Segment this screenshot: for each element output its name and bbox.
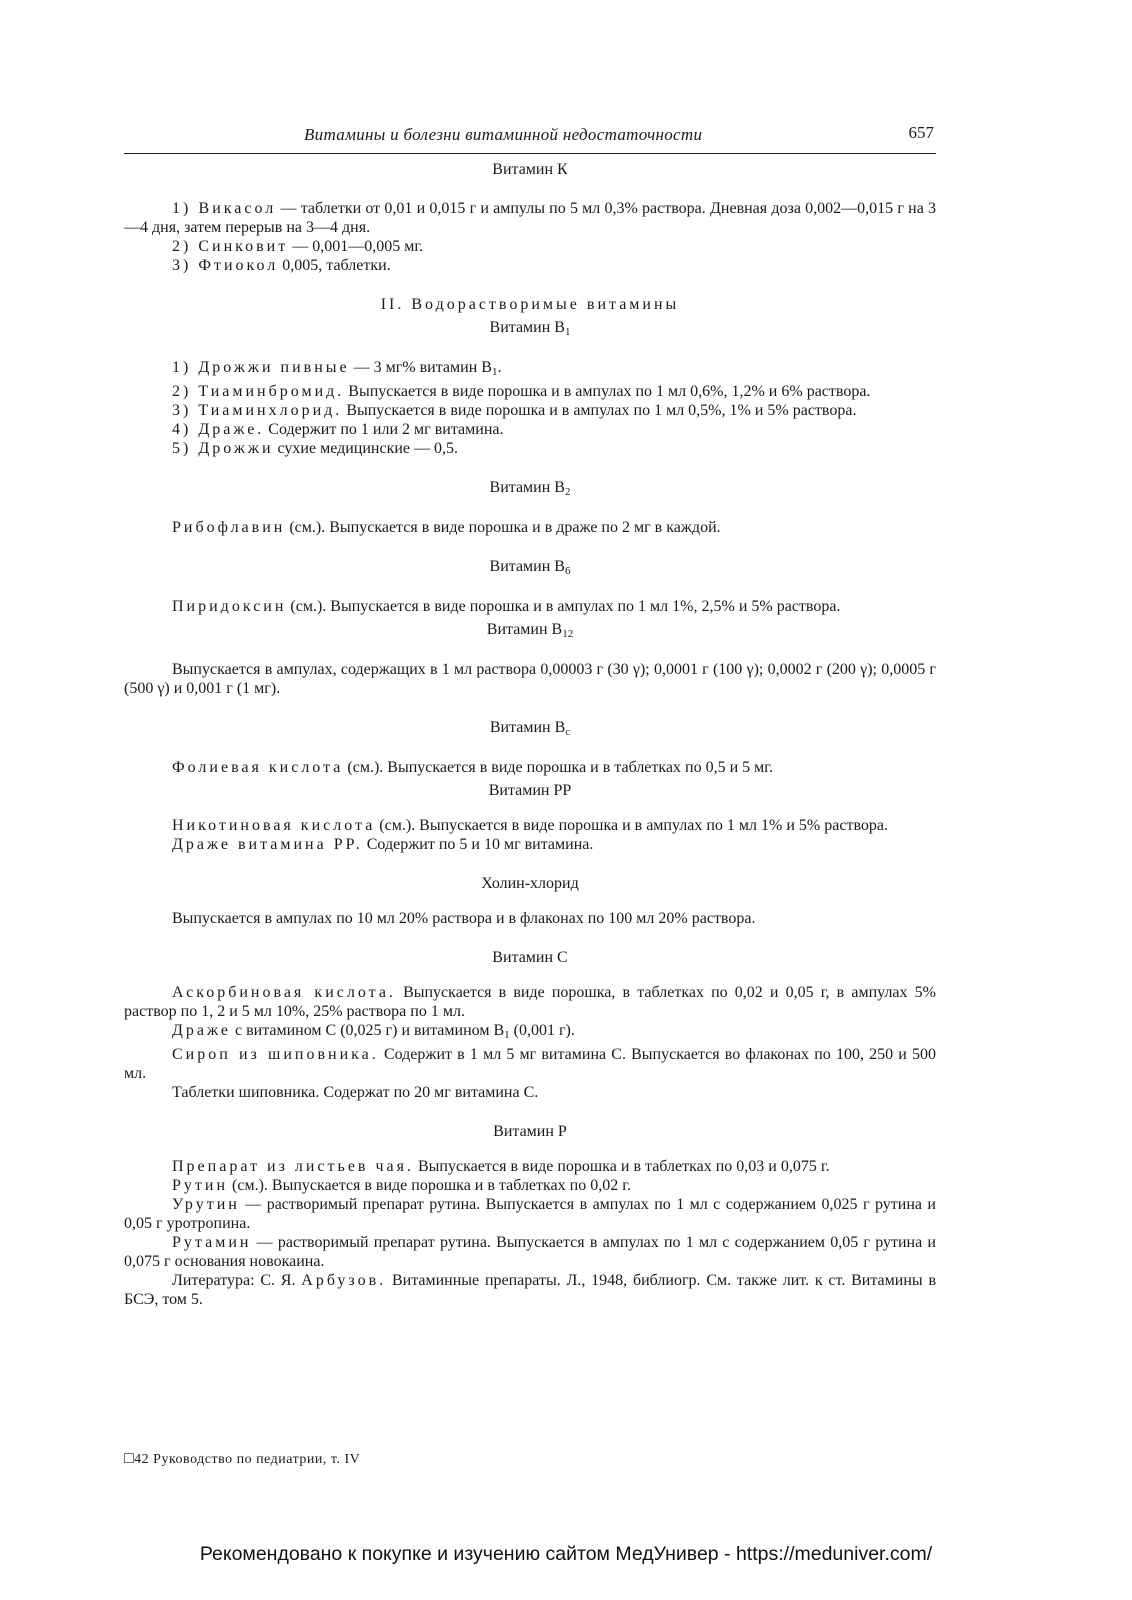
paragraph-thiamine-chloride: 3) Тиаминхлорид. Выпускается в виде порошка и в ампулах по 1 мл 0,5%, 1% и 5% раствора. bbox=[172, 402, 857, 419]
paragraph-dry-yeast: 5) Дрожжи сухие медицинские — 0,5. bbox=[172, 440, 459, 457]
watermark-recommendation: Рекомендовано к покупке и изучению сайтом МедУнивер - https://meduniver.com/ bbox=[199, 1543, 933, 1565]
paragraph-ftiokol: 3) Фтиокол 0,005, таблетки. bbox=[172, 257, 391, 274]
paragraph-sinkovit: 2) Синковит — 0,001—0,005 мг. bbox=[172, 238, 424, 255]
printer-signature bbox=[124, 1450, 360, 1468]
signature-text: Руководство по педиатрии, т. IV bbox=[149, 1452, 361, 1467]
section-heading-vitamin-b2: Витамин $B_2$ bbox=[489, 479, 571, 498]
section-heading-vitamin-bc: Витамин $B_c$ bbox=[489, 719, 571, 738]
paragraph-b12-ampoules: Выпускается в ампулах, содержащих в 1 мл раствора 0,00003 г (30 γ); 0,0001 г (100 γ); 0,0002 г (200 γ); 0,0005 г (500 γ) и 0,001 г (1 мг). bbox=[124, 661, 936, 697]
section-heading-vitamin-pp: Витамин PP bbox=[488, 782, 572, 799]
section-heading-vitamin-c: Витамин C bbox=[492, 949, 568, 966]
signature-box-mark: □ bbox=[124, 1450, 135, 1467]
paragraph-ascorbic-acid: Аскорбиновая кислота. Выпускается в виде порошка, в таблетках по 0,02 и 0,05 г, в ампулах 5% раствор по 1, 2 и 5 мл 10%, 25% раствора по 1 мл. bbox=[124, 984, 936, 1020]
paragraph-pyridoxine: Пиридоксин (см.). Выпускается в виде порошка и в ампулах по 1 мл 1%, 2,5% и 5% раствора. bbox=[172, 598, 841, 615]
signature-number: 42 bbox=[134, 1452, 150, 1467]
paragraph-rutamin: Рутамин — растворимый препарат рутина. Выпускается в ампулах по 1 мл с содержанием 0,05 г рутина и 0,075 г основания новокаина. bbox=[124, 1234, 936, 1270]
paragraph-literature: Литература: С. Я. Арбузов. Витаминные препараты. Л., 1948, библиогр. См. также лит. к ст. Витамины в БСЭ, том 5. bbox=[124, 1272, 937, 1308]
paragraph-thiamine-bromide: 2) Тиаминбромид. Выпускается в виде порошка и в ампулах по 1 мл 0,6%, 1,2% и 6% раствора. bbox=[172, 383, 871, 400]
section-heading-vitamin-b6: Витамин $B_6$ bbox=[489, 558, 571, 577]
paragraph-dragee-c: Драже с витамином C (0,025 г) и витамином $B_1$ (0,001 г). bbox=[172, 1022, 575, 1041]
paragraph-dragee-pp: Драже витамина PP. Содержит по 5 и 10 мг витамина. bbox=[172, 836, 594, 853]
part-heading-water-soluble: II. Водорастворимые витамины bbox=[380, 296, 680, 313]
paragraph-riboflavin: Рибофлавин (см.). Выпускается в виде порошка и в драже по 2 мг в каждой. bbox=[172, 519, 721, 536]
paragraph-beer-yeast: 1) Дрожжи пивные — 3 мг% витамин $B_1$. bbox=[172, 359, 502, 378]
page-header bbox=[124, 119, 936, 154]
paragraph-nicotinic-acid: Никотиновая кислота (см.). Выпускается в виде порошка и в ампулах по 1 мл 1% и 5% раствора. bbox=[172, 817, 888, 834]
section-heading-vitamin-b1: Витамин $B_1$ bbox=[489, 319, 571, 338]
paragraph-folic-acid: Фолиевая кислота (см.). Выпускается в виде порошка и в таблетках по 0,5 и 5 мг. bbox=[172, 759, 774, 776]
paragraph-urutin: Урутин — растворимый препарат рутина. Выпускается в ампулах по 1 мл с содержанием 0,025 г рутина и 0,05 г уротропина. bbox=[124, 1196, 936, 1232]
running-title: Витамины и болезни витаминной недостаточности bbox=[304, 125, 703, 144]
page-number: 657 bbox=[908, 123, 934, 142]
paragraph-rosehip-syrup: Сироп из шиповника. Содержит в 1 мл 5 мг витамина C. Выпускается во флаконах по 100, 250 и 500 мл. bbox=[124, 1046, 937, 1082]
section-heading-choline-chloride: Холин-хлорид bbox=[481, 875, 579, 892]
paragraph-rutin: Рутин (см.). Выпускается в виде порошка и в таблетках по 0,02 г. bbox=[172, 1177, 631, 1194]
section-heading-vitamin-b12: Витамин $B_{12}$ bbox=[486, 621, 574, 640]
section-heading-vitamin-k: Витамин К bbox=[492, 161, 568, 178]
paragraph-tea-leaves: Препарат из листьев чая. Выпускается в виде порошка и в таблетках по 0,03 и 0,075 г. bbox=[172, 1158, 830, 1175]
paragraph-choline: Выпускается в ампулах по 10 мл 20% раствора и в флаконах по 100 мл 20% раствора. bbox=[172, 910, 756, 927]
section-heading-vitamin-p: Витамин P bbox=[493, 1123, 567, 1140]
body-text bbox=[124, 160, 936, 1309]
paragraph-dragee: 4) Драже. Содержит по 1 или 2 мг витамина. bbox=[172, 421, 504, 438]
paragraph-vikasol: 1) Викасол — таблетки от 0,01 и 0,015 г и ампулы по 5 мл 0,3% раствора. Дневная доза 0,002—0,015 г на 3—4 дня, затем перерыв на 3—4 дня. bbox=[124, 200, 937, 236]
paragraph-rosehip-tablets: Таблетки шиповника. Содержат по 20 мг витамина C. bbox=[172, 1084, 539, 1101]
